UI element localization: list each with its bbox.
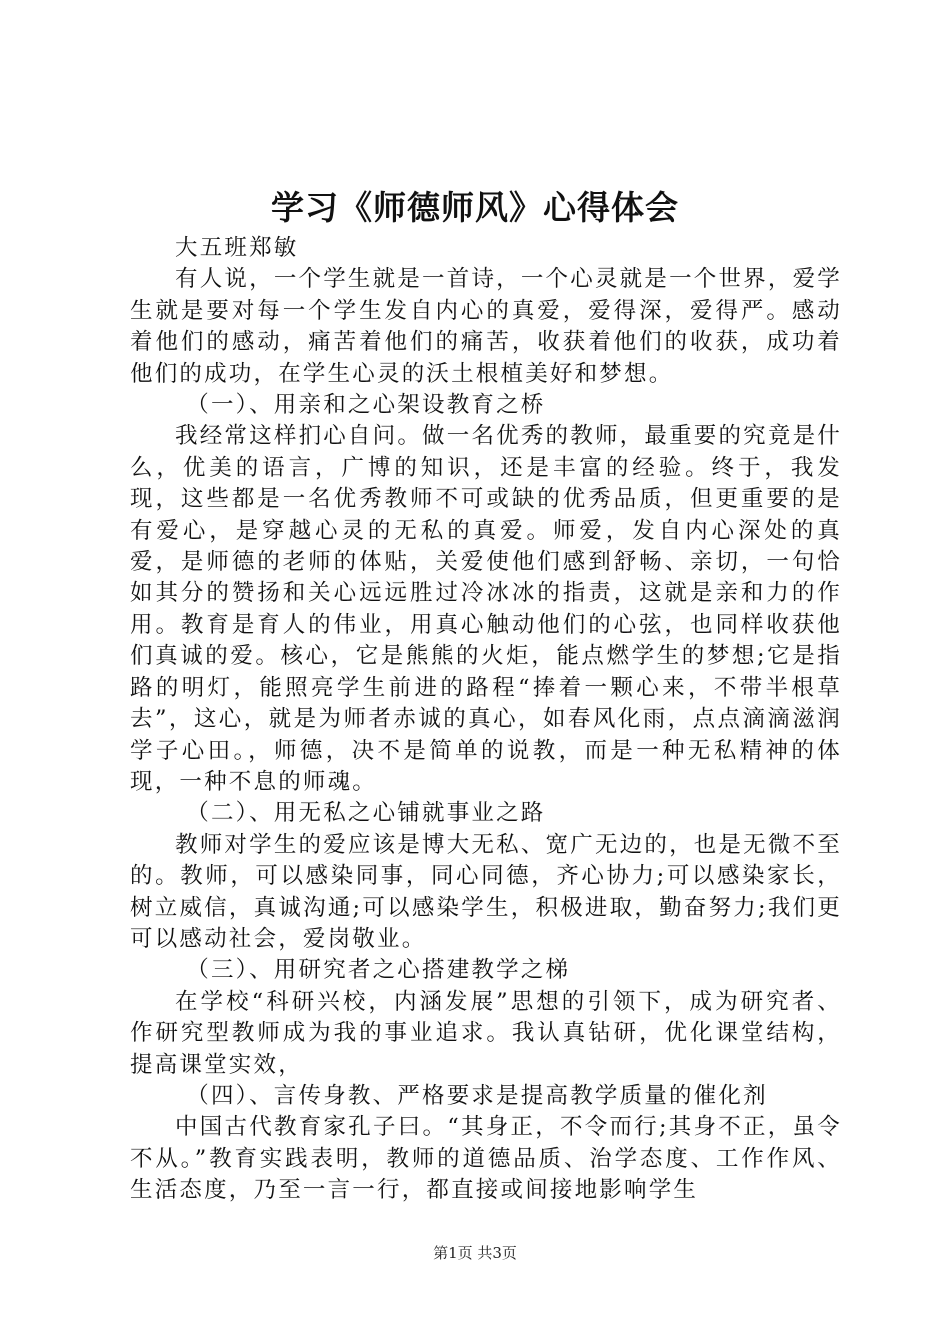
section-heading-1: （一）、用亲和之心架设教育之桥 (186, 392, 546, 419)
paragraph-section-2: 教师对学生的爱应该是博大无私、宽广无边的，也是无微不至的。教师，可以感染同事，同心同德，齐心协力;可以感染家长，树立威信，真诚沟通;可以感染学生，积极进取，勤奋努力;我们更可以感动社会，爱岗敬业。 (130, 831, 842, 952)
paragraph-intro: 有人说，一个学生就是一首诗，一个心灵就是一个世界，爱学生就是要对每一个学生发自内心的真爱，爱得深，爱得严。感动着他们的感动，痛苦着他们的痛苦，收获着他们的收获，成功着他们的成功，在学生心灵的沃土根植美好和梦想。 (130, 266, 842, 387)
paragraph-section-4: 中国古代教育家孔子曰。“其身正，不令而行;其身不正，虽令不从。”教育实践表明，教师的道德品质、治学态度、工作作风、生活态度，乃至一言一行，都直接或间接地影响学生 (130, 1114, 842, 1204)
author-line: 大五班郑敏 (175, 235, 299, 261)
section-heading-3: （三）、用研究者之心搭建教学之梯 (186, 957, 571, 984)
document-title: 学习《师德师风》心得体会 (271, 188, 679, 227)
section-heading-2: （二）、用无私之心铺就事业之路 (186, 800, 546, 827)
document-body (130, 233, 842, 1207)
page-number-footer: 第1页 共3页 (433, 1244, 517, 1262)
section-heading-4: （四）、言传身教、严格要求是提高教学质量的催化剂 (186, 1082, 768, 1109)
paragraph-section-1: 我经常这样扪心自问。做一名优秀的教师，最重要的究竟是什么，优美的语言，广博的知识，还是丰富的经验。终于，我发现，这些都是一名优秀教师不可或缺的优秀品质，但更重要的是有爱心，是穿越心灵的无私的真爱。师爱，发自内心深处的真爱，是师德的老师的体贴，关爱使他们感到舒畅、亲切，一句恰如其分的赞扬和关心远远胜过冷冰冰的指责，这就是亲和力的作用。教育是育人的伟业，用真心触动他们的心弦，也同样收获他们真诚的爱。核心，它是熊熊的火炬，能点燃学生的梦想;它是指路的明灯，能照亮学生前进的路程“捧着一颗心来，不带半根草去”，这心，就是为师者赤诚的真心，如春风化雨，点点滴滴滋润学子心田。，师德，决不是简单的说教，而是一种无私精神的体现，一种不息的师魂。 (130, 423, 842, 795)
paragraph-section-3: 在学校“科研兴校，内涵发展”思想的引领下，成为研究者、作研究型教师成为我的事业追求。我认真钻研，优化课堂结构，提高课堂实效， (130, 988, 842, 1078)
